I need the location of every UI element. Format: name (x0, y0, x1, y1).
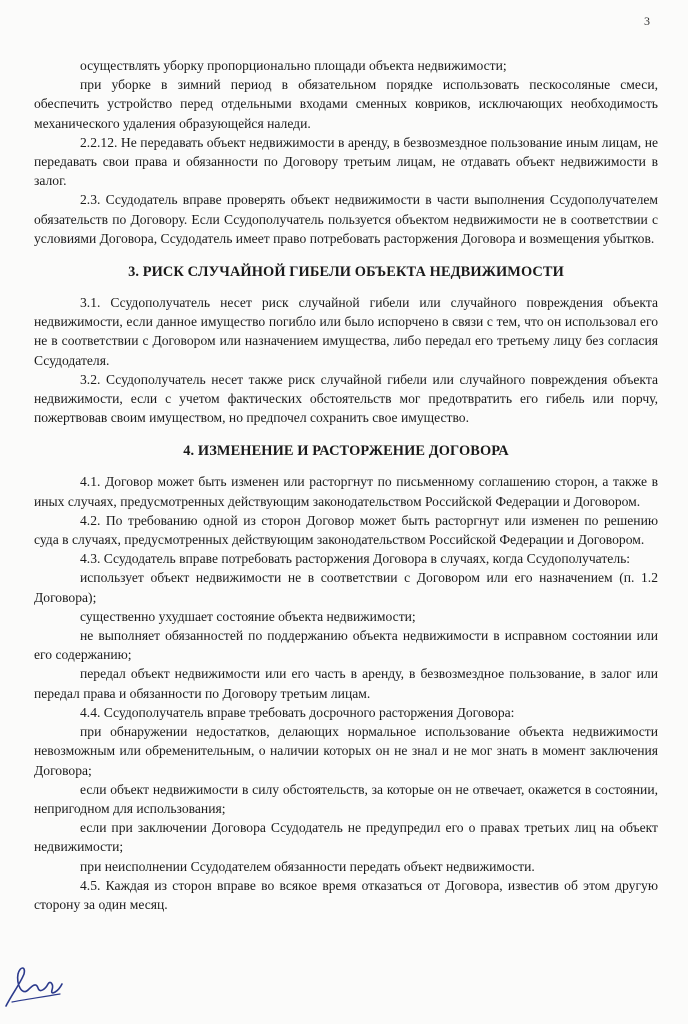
list-item: при обнаружении недостатков, делающих нормальное использование объекта недвижимости невозможным или обременительным, о наличии которых он не знал и не мог знать в момент заключения Договора; (34, 724, 658, 778)
paragraph: 2.2.12. Не передавать объект недвижимости в аренду, в безвозмездное пользование иным лицам, не передавать свои права и обязанности по Договору третьим лицам, не отдавать объект недвижимости в залог. (34, 134, 658, 189)
paragraph: 3.2. Ссудополучатель несет также риск случайной гибели или случайного повреждения объекта недвижимости, если с учетом фактических обстоятельств мог предотвратить его гибель или порчу, пожертвовав своим имуществом, но предпочел сохранить свое имущество. (34, 371, 658, 426)
section-heading: 3. РИСК СЛУЧАЙНОЙ ГИБЕЛИ ОБЪЕКТА НЕДВИЖИМОСТИ (128, 264, 564, 281)
list-item: при неисполнении Ссудодателем обязанности передать объект недвижимости. (80, 858, 535, 874)
paragraph: при уборке в зимний период в обязательном порядке использовать пескосоляные смеси, обеспечить устройство перед отдельными входами сменных ковриков, исключающих необходимость механического удаления образующейся наледи. (34, 77, 658, 131)
paragraph: 3.1. Ссудополучатель несет риск случайной гибели или случайного повреждения объекта недвижимости, если данное имущество погибло или было испорчено в связи с тем, что он использовал его не в соответствии с Договором или назначением имущества, либо передал его третьему лицу без согласия Ссудодателя. (34, 295, 658, 368)
paragraph: осуществлять уборку пропорционально площади объекта недвижимости; (80, 58, 507, 73)
document-body (34, 56, 658, 914)
paragraph: 4.2. По требованию одной из сторон Договор может быть расторгнут или изменен по решению суда в случаях, предусмотренных действующим законодательством Российской Федерации и Договором. (34, 512, 658, 548)
handwritten-signature (2, 944, 66, 1014)
page-number: 3 (644, 14, 650, 28)
list-item: существенно ухудшает состояние объекта недвижимости; (80, 608, 416, 624)
paragraph: 4.4. Ссудополучатель вправе требовать досрочного расторжения Договора: (80, 704, 515, 720)
section-heading: 4. ИЗМЕНЕНИЕ И РАСТОРЖЕНИЕ ДОГОВОРА (183, 443, 509, 460)
list-item: не выполняет обязанностей по поддержанию объекта недвижимости в исправном состоянии или его содержанию; (34, 628, 658, 663)
paragraph: 4.1. Договор может быть изменен или расторгнут по письменному соглашению сторон, а также в иных случаях, предусмотренных действующим законодательством Российской Федерации и Договором. (34, 474, 658, 509)
list-item: передал объект недвижимости или его часть в аренду, в безвозмездное пользование, в залог или передал права и обязанности по Договору третьим лицам. (34, 666, 658, 701)
paragraph: 2.3. Ссудодатель вправе проверять объект недвижимости в части выполнения Ссудополучателем обязательств по Договору. Если Ссудополучатель пользуется объектом недвижимости не в соответствии с условиями Договора, Ссудодатель имеет право потребовать расторжения Договора и возмещения убытков. (34, 192, 658, 246)
list-item: использует объект недвижимости не в соответствии с Договором или его назначением (п. 1.2 Договора); (34, 570, 658, 605)
paragraph: 4.3. Ссудодатель вправе потребовать расторжения Договора в случаях, когда Ссудополучатель: (80, 551, 631, 567)
list-item: если при заключении Договора Ссудодатель не предупредил его о правах третьих лиц на объект недвижимости; (34, 820, 658, 855)
paragraph: 4.5. Каждая из сторон вправе во всякое время отказаться от Договора, известив об этом другую сторону за один месяц. (34, 877, 658, 912)
list-item: если объект недвижимости в силу обстоятельств, за которые он не отвечает, окажется в состоянии, непригодном для использования; (34, 781, 658, 816)
